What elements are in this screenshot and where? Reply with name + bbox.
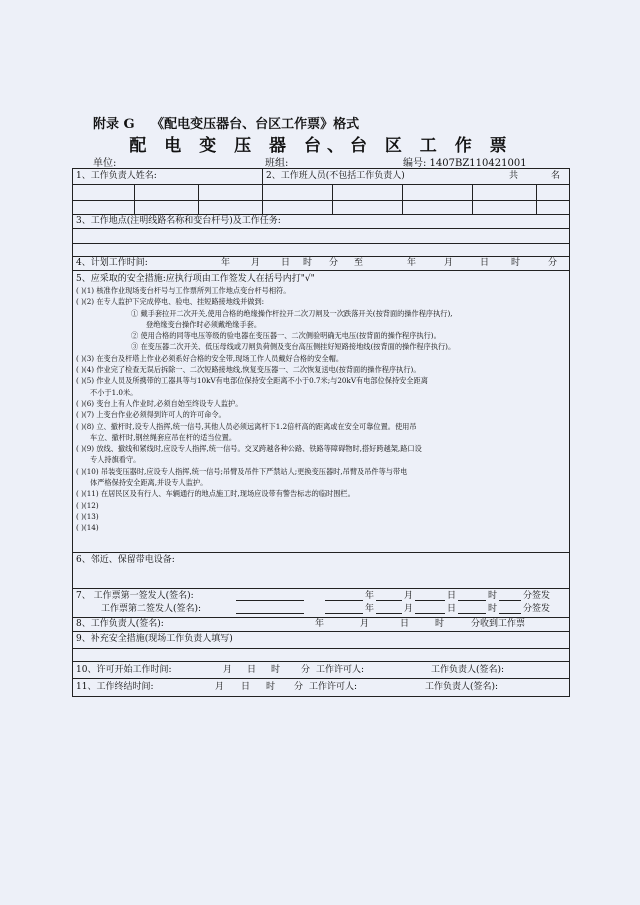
minute-label: 分 [301, 665, 311, 675]
safety-item: ( )(3) 在变台及杆塔上作业必须系好合格的安全带,现场工作人员戴好合格的安全帽。 [76, 353, 344, 363]
leader-sign-label: 8、工作负责人(签名): [76, 619, 164, 629]
to-label: 至 [354, 258, 364, 268]
row-work-location [73, 215, 569, 229]
row-personnel-header [73, 169, 569, 185]
permitter-label: 工作许可人: [316, 665, 365, 675]
minute-label-2: 分 [548, 258, 558, 268]
appendix-label: 附录 G [93, 117, 135, 132]
month-label: 月 [360, 619, 370, 629]
unit-label: 单位: [93, 158, 117, 169]
safety-item: ( )(4) 作业完了检查无误后拆除一、二次短路接地线,恢复变压器一、二次恢复送电(按背面的操作程序执行)。 [76, 365, 421, 375]
crew-unit-label: 名 [551, 171, 561, 181]
safety-item: ( )(13) [76, 511, 99, 521]
year-label: 年 [365, 604, 375, 614]
safety-item-cont: 专人持旗看守。 [90, 455, 141, 465]
hour-label: 时 [488, 604, 498, 614]
month-label: 月 [215, 682, 225, 692]
form-title: 配 电 变 压 器 台、台 区 工 作 票 [129, 136, 513, 156]
appendix-title: 《配电变压器台、台区工作票》格式 [151, 117, 360, 132]
safety-subitem-cont: 登绝缘变台操作时必须戴绝缘手套。 [146, 319, 262, 329]
year-label: 年 [221, 258, 231, 268]
hour-label: 时 [488, 591, 498, 601]
issued-label: 分签发 [523, 604, 551, 614]
safety-item: ( )(7) 上变台作业必须得到许可人的许可命令。 [76, 410, 226, 420]
extra-measures-label: 9、补充安全措施(现场工作负责人填写) [76, 634, 233, 644]
row-issuers [73, 589, 569, 618]
safety-item: ( )(8) 立、撤杆时,设专人指挥,统一信号,其他人员必须远离杆下1.2倍杆高的距离或在安全可靠位置。使用吊 [76, 421, 417, 431]
day-label: 日 [447, 604, 457, 614]
leader-sign-label: 工作负责人(签名): [431, 665, 505, 675]
minute-label: 分 [294, 682, 304, 692]
safety-subitem: ③ 在变压器二次开关、低压母线或刀闸负荷侧及变台高压侧挂好短路接地线(按背面的操作程序执行)。 [131, 342, 456, 352]
ticket-number: 编号: 1407BZ110421001 [403, 158, 527, 169]
month-label: 月 [251, 258, 261, 268]
work-end-label: 11、工作终结时间: [76, 682, 154, 692]
row-permit-start [73, 662, 569, 679]
row-extra-measures [73, 632, 569, 662]
second-issuer-label: 工作票第二签发人(签名): [101, 604, 202, 614]
row-planned-time [73, 257, 569, 271]
day-label: 日 [447, 591, 457, 601]
safety-item: ( )(11) 在居民区及有行人、车辆通行的地点施工时,现场应设带有警告标志的临时围栏。 [76, 489, 355, 499]
row-live-equipment [73, 553, 569, 589]
month-label-2: 月 [444, 258, 454, 268]
year-label: 年 [315, 619, 325, 629]
safety-item: ( )(2) 在专人监护下完成停电、验电、挂短路接地线并做到: [76, 297, 265, 307]
row-personnel-grid [73, 185, 569, 215]
safety-item: ( )(6) 变台上有人作业时,必须自始至终设专人监护。 [76, 398, 243, 408]
safety-item: ( )(5) 作业人员及所携带的工器具等与10kV有电部位保持安全距离不小于0.7米;与20kV有电部位保持安全距离 [76, 376, 428, 386]
month-label: 月 [223, 665, 233, 675]
safety-item-cont: 体严格保持安全距离,并设专人监护。 [90, 478, 208, 488]
hour-label-2: 时 [511, 258, 521, 268]
month-label: 月 [404, 591, 414, 601]
permit-start-label: 10、许可开始工作时间: [76, 665, 172, 675]
year-label-2: 年 [407, 258, 417, 268]
safety-item: ( )(14) [76, 523, 99, 533]
year-label: 年 [365, 591, 375, 601]
safety-subitem: ① 戴手套拉开二次开关,使用合格的绝缘操作杆拉开二次刀闸及一次跌落开关(按背面的操作程序执行), [131, 308, 453, 318]
hour-label: 时 [266, 682, 276, 692]
safety-item: ( )(12) [76, 500, 99, 510]
leader-sign-label: 工作负责人(签名): [425, 682, 499, 692]
row-leader-receipt [73, 618, 569, 632]
issued-label: 分签发 [523, 591, 551, 601]
day-label: 日 [247, 665, 257, 675]
safety-item-cont: 车立、撤杆时,钢丝绳套应吊在杆的适当位置。 [90, 432, 237, 442]
row-work-end [73, 679, 569, 696]
received-label: 分收到工作票 [471, 619, 526, 629]
crew-label: 2、工作班人员(不包括工作负责人) [266, 171, 405, 181]
day-label-2: 日 [480, 258, 490, 268]
team-label: 班组: [265, 158, 289, 169]
work-ticket-form [72, 168, 570, 697]
hour-label: 时 [303, 258, 313, 268]
first-issuer-label: 7、 工作票第一签发人(签名): [76, 591, 194, 601]
day-label: 日 [400, 619, 410, 629]
safety-measures-title: 5、应采取的安全措施:应执行项由工作签发人在括号内打"√" [76, 274, 315, 284]
hour-label: 时 [271, 665, 281, 675]
safety-item: ( )(1) 核准作业现场变台杆号与工作票所列工作地点变台杆号相符。 [76, 286, 291, 295]
planned-time-label: 4、计划工作时间: [76, 258, 148, 268]
live-equipment-label: 6、邻近、保留带电设备: [76, 555, 175, 565]
day-label: 日 [281, 258, 291, 268]
row-safety-measures [73, 271, 569, 553]
crew-total-label: 共 [509, 171, 519, 181]
day-label: 日 [241, 682, 251, 692]
safety-item: ( )(10) 吊装变压器时,应设专人指挥,统一信号;吊臂及吊件下严禁站人;更换变压器时,吊臂及吊件等与带电 [76, 466, 408, 476]
hour-label: 时 [435, 619, 445, 629]
appendix-heading [93, 113, 359, 132]
work-location-label: 3、工作地点(注明线路名称和变台杆号)及工作任务: [76, 216, 281, 226]
permitter-label: 工作许可人: [309, 682, 358, 692]
safety-subitem: ② 使用合格的同等电压等级的验电器在变压器一、二次侧验明确无电压(按背面的操作程序执行)。 [131, 331, 441, 341]
month-label: 月 [404, 604, 414, 614]
minute-label: 分 [329, 258, 339, 268]
safety-item-cont: 不小于1.0米。 [90, 387, 138, 397]
safety-item: ( )(9) 放线、撤线和紧线时,应设专人指挥,统一信号。交叉跨越各种公路、铁路等障碍物时,搭好跨越架,路口设 [76, 444, 422, 454]
leader-name-label: 1、工作负责人姓名: [76, 171, 157, 181]
row-work-location-blank [73, 229, 569, 257]
